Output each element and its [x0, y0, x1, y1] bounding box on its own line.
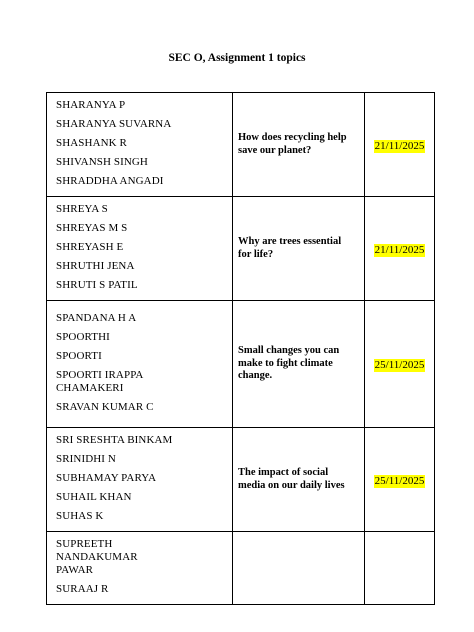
due-date-highlight: 25/11/2025 — [374, 359, 425, 371]
student-name: SURAAJ R — [56, 583, 109, 595]
topic-cell — [233, 428, 365, 532]
names-cell — [47, 93, 233, 197]
names-cell — [47, 197, 233, 301]
student-name: SHASHANK R — [56, 137, 127, 149]
names-cell — [47, 428, 233, 532]
names-cell — [47, 301, 233, 428]
page-title: SEC O, Assignment 1 topics — [168, 52, 306, 64]
student-name: SPOORTI — [56, 350, 102, 362]
date-cell — [365, 428, 435, 532]
student-name: SUHAIL KHAN — [56, 491, 132, 503]
table-row — [47, 93, 435, 197]
topic-text: The impact of social media on our daily lives — [238, 467, 345, 491]
student-name: SHRUTHI JENA — [56, 260, 135, 272]
student-name: SRINIDHI N — [56, 453, 116, 465]
due-date-highlight: 21/11/2025 — [374, 139, 425, 152]
student-name: SHARANYA SUVARNA — [56, 118, 172, 130]
table-row — [47, 428, 435, 532]
student-name: SRI SRESHTA BINKAM — [56, 434, 173, 446]
topic-cell — [233, 301, 365, 428]
student-name: SHRADDHA ANGADI — [56, 175, 164, 187]
student-name: SPOORTI IRAPPA CHAMAKERI — [56, 369, 143, 394]
student-name: SPANDANA H A — [56, 312, 137, 324]
student-name: SHARANYA P — [56, 99, 126, 111]
topic-cell — [233, 532, 365, 605]
topic-cell — [233, 93, 365, 197]
date-cell — [365, 93, 435, 197]
student-name: SHREYAS M S — [56, 222, 128, 234]
topic-text: Small changes you can make to fight climate change. — [238, 345, 340, 382]
due-date-highlight: 21/11/2025 — [374, 243, 425, 256]
table-row — [47, 197, 435, 301]
student-name: SUBHAMAY PARYA — [56, 472, 157, 484]
topic-text: Why are trees essential for life? — [238, 236, 342, 260]
date-cell — [365, 532, 435, 605]
table-row — [47, 532, 435, 605]
topic-text: How does recycling help save our planet? — [238, 132, 347, 156]
table-row — [47, 301, 435, 428]
student-name: SUPREETH NANDAKUMAR PAWAR — [56, 538, 138, 576]
names-cell — [47, 532, 233, 605]
student-name: SHREYASH E — [56, 241, 124, 253]
assignment-table — [46, 92, 435, 605]
date-cell — [365, 301, 435, 428]
student-name: SPOORTHI — [56, 331, 110, 343]
student-name: SRAVAN KUMAR C — [56, 401, 154, 413]
due-date-highlight: 25/11/2025 — [374, 474, 425, 487]
student-name: SHIVANSH SINGH — [56, 156, 148, 168]
student-name: SUHAS K — [56, 510, 104, 522]
topic-cell — [233, 197, 365, 301]
date-cell — [365, 197, 435, 301]
student-name: SHRUTI S PATIL — [56, 279, 138, 291]
student-name: SHREYA S — [56, 203, 108, 215]
